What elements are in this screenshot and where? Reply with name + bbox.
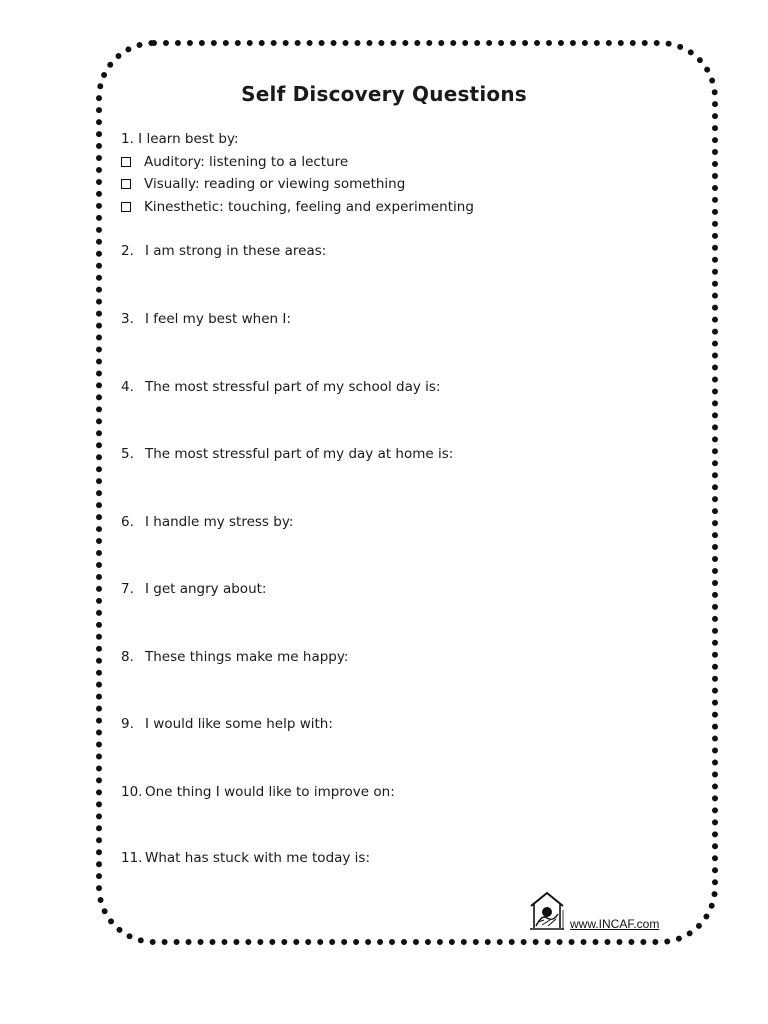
question-number: 6. xyxy=(121,514,134,530)
question-number: 10. xyxy=(121,784,143,800)
question-4 xyxy=(121,379,440,395)
question-7 xyxy=(121,581,266,597)
footer-url-link[interactable]: www.INCAF.com xyxy=(570,917,660,931)
question-number: 7. xyxy=(121,581,134,597)
option-auditory[interactable] xyxy=(121,154,348,170)
checkbox-auditory[interactable] xyxy=(121,157,131,167)
question-text: I handle my stress by: xyxy=(145,514,294,530)
question-number: 2. xyxy=(121,243,134,259)
house-logo-icon xyxy=(528,890,566,932)
question-11 xyxy=(121,850,370,866)
question-text: The most stressful part of my school day is: xyxy=(145,379,441,395)
question-text: The most stressful part of my day at home is: xyxy=(145,446,454,462)
question-text: What has stuck with me today is: xyxy=(145,850,371,866)
question-number: 5. xyxy=(121,446,134,462)
question-10 xyxy=(121,784,395,800)
question-text: One thing I would like to improve on: xyxy=(145,784,395,800)
question-5 xyxy=(121,446,453,462)
question-text: These things make me happy: xyxy=(145,649,349,665)
question-number: 3. xyxy=(121,311,134,327)
option-kinesthetic-label: Kinesthetic: touching, feeling and experimenting xyxy=(144,199,474,215)
question-9 xyxy=(121,716,333,732)
question-text: I would like some help with: xyxy=(145,716,333,732)
question-8 xyxy=(121,649,348,665)
question-text: I feel my best when I: xyxy=(145,311,291,327)
question-2 xyxy=(121,243,326,259)
option-kinesthetic[interactable] xyxy=(121,199,474,215)
page-title: Self Discovery Questions xyxy=(241,82,527,106)
checkbox-kinesthetic[interactable] xyxy=(121,202,131,212)
footer-logo xyxy=(528,890,659,932)
question-number: 4. xyxy=(121,379,134,395)
option-visually-label: Visually: reading or viewing something xyxy=(144,176,406,192)
question-number: 9. xyxy=(121,716,134,732)
question-number: 11. xyxy=(121,850,143,866)
question-text: I am strong in these areas: xyxy=(145,243,327,259)
question-text: I get angry about: xyxy=(145,581,267,597)
option-visually[interactable] xyxy=(121,176,405,192)
question-6 xyxy=(121,514,293,530)
question-1-label: 1. I learn best by: xyxy=(121,131,239,147)
checkbox-visually[interactable] xyxy=(121,179,131,189)
question-3 xyxy=(121,311,291,327)
option-auditory-label: Auditory: listening to a lecture xyxy=(144,154,349,170)
question-number: 8. xyxy=(121,649,134,665)
